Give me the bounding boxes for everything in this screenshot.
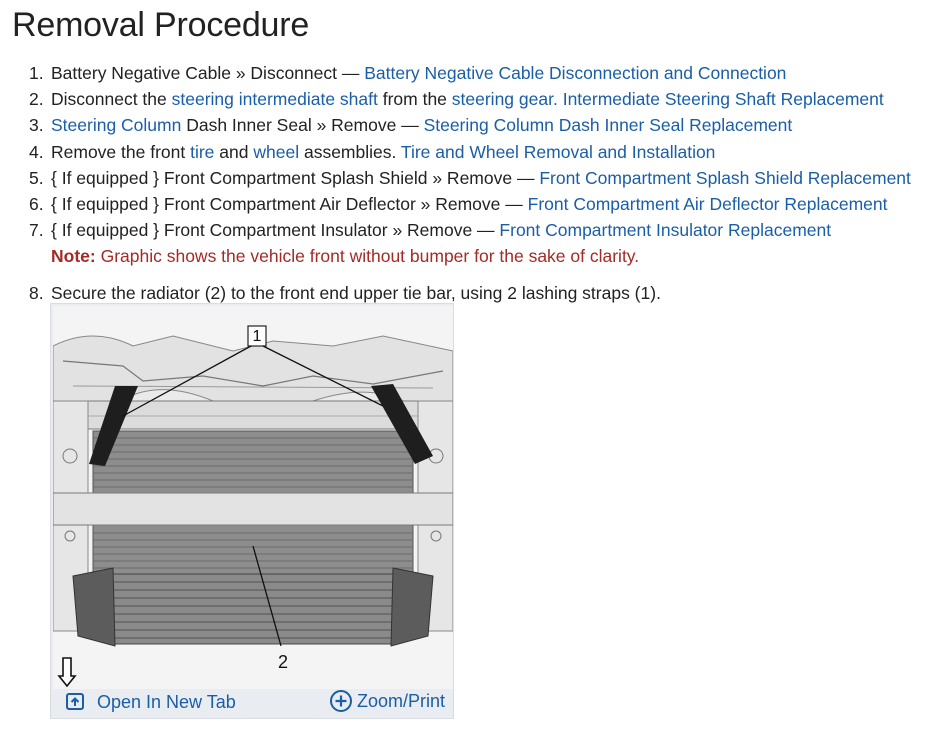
step-text-segment: and	[214, 141, 254, 162]
step-number: 4.	[29, 141, 44, 162]
step-text-segment: assemblies.	[299, 141, 401, 162]
open-in-new-tab-button[interactable]	[65, 691, 236, 713]
step-item	[29, 139, 911, 165]
step-text	[51, 194, 888, 214]
note-body: Graphic shows the vehicle front without bumper for the sake of clarity.	[95, 246, 640, 267]
step-number: 7.	[29, 220, 44, 241]
note-label: Note:	[51, 246, 96, 267]
step-link[interactable]: Front Compartment Splash Shield Replacement	[539, 167, 911, 188]
step-text-segment: Disconnect the	[51, 89, 172, 110]
step-text	[51, 115, 792, 135]
figure-toolbar	[51, 689, 453, 719]
step-link[interactable]: Front Compartment Air Deflector Replacement	[527, 194, 888, 215]
open-in-new-tab-icon	[65, 691, 87, 713]
step-number: 1.	[29, 63, 44, 83]
step-item	[29, 191, 911, 217]
step-text-segment: Secure the radiator (2) to the front end upper tie bar, using 2 lashing straps (1).	[51, 282, 661, 303]
callout-1: 1	[252, 328, 262, 345]
radiator-illustration	[53, 306, 453, 689]
step-text	[51, 63, 786, 83]
step-item	[29, 165, 911, 191]
step-text-segment: { If equipped } Front Compartment Air Deflector » Remove —	[51, 194, 528, 215]
step-text	[51, 142, 715, 162]
open-in-new-tab-label: Open In New Tab	[97, 691, 236, 712]
step-text-segment: from the	[377, 89, 452, 110]
zoom-plus-icon	[329, 689, 353, 713]
zoom-print-label: Zoom/Print	[356, 690, 445, 711]
callout-2: 2	[277, 652, 289, 672]
step-link[interactable]: tire	[190, 141, 215, 162]
radiator-figure	[50, 303, 454, 719]
step-number: 3.	[29, 115, 44, 136]
step-item	[29, 60, 911, 86]
step-link[interactable]: Intermediate Steering Shaft Replacement	[562, 89, 884, 110]
step-text-segment: { If equipped } Front Compartment Insulator » Remove —	[51, 220, 500, 241]
step-text	[51, 89, 884, 109]
step-text-segment: Battery Negative Cable » Disconnect —	[51, 63, 365, 83]
step-item	[29, 112, 911, 138]
step-link[interactable]: Steering Column	[51, 115, 182, 136]
step-number: 2.	[29, 89, 44, 110]
step-link[interactable]: steering intermediate shaft	[171, 89, 378, 110]
step-text	[51, 220, 831, 240]
step-link[interactable]: Battery Negative Cable Disconnection and Connection	[364, 63, 787, 83]
step-item	[29, 86, 911, 112]
step-text-segment: Dash Inner Seal » Remove —	[181, 115, 424, 136]
step-text-segment: { If equipped } Front Compartment Splash Shield » Remove —	[51, 167, 540, 188]
step-link[interactable]: steering gear.	[451, 89, 558, 110]
step-number: 6.	[29, 194, 44, 215]
page-title: Removal Procedure	[12, 6, 310, 44]
step-item	[29, 217, 911, 269]
step-link[interactable]: Steering Column Dash Inner Seal Replacement	[423, 115, 793, 136]
step-link[interactable]: wheel	[253, 141, 300, 162]
note-text	[51, 243, 911, 269]
step-text	[51, 283, 661, 303]
step-link[interactable]: Front Compartment Insulator Replacement	[499, 220, 832, 241]
zoom-print-button[interactable]	[329, 689, 445, 713]
procedure-steps	[29, 60, 911, 306]
step-number: 5.	[29, 167, 44, 188]
step-text	[51, 168, 911, 188]
step-link[interactable]: Tire and Wheel Removal and Installation	[400, 141, 716, 162]
step-text-segment: Remove the front	[51, 141, 191, 162]
step-number: 8.	[29, 282, 44, 303]
step-item	[29, 280, 911, 306]
